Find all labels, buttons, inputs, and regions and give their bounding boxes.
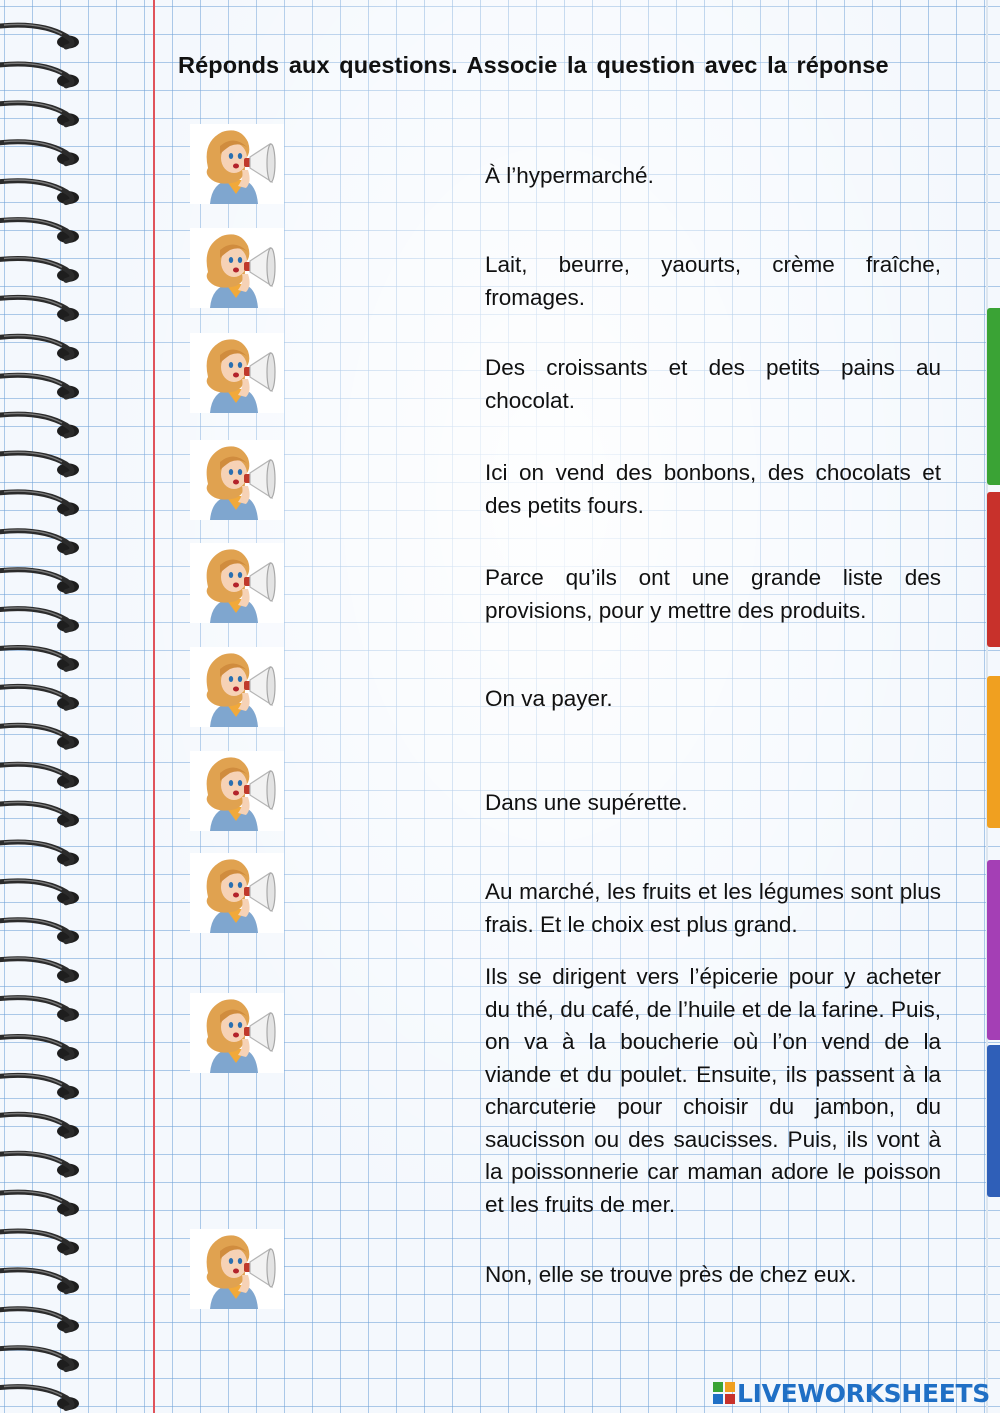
woman-megaphone-icon[interactable] [190, 1229, 284, 1309]
tab-green [987, 308, 1000, 485]
woman-megaphone-icon[interactable] [190, 751, 284, 831]
tab-blue [987, 1045, 1000, 1197]
spiral-coil [0, 102, 79, 126]
answer-text[interactable]: Des croissants et des petits pains au chocolat. [485, 355, 941, 413]
woman-megaphone-icon[interactable] [190, 993, 284, 1073]
spiral-coil [0, 725, 79, 749]
spiral-coil [0, 647, 79, 671]
woman-megaphone-icon[interactable] [190, 440, 284, 520]
tab-orange [987, 676, 1000, 828]
answer-text[interactable]: Au marché, les fruits et les légumes sont plus frais. Et le choix est plus grand. [485, 879, 941, 937]
answer-text[interactable]: Lait, beurre, yaourts, crème fraîche, fromages. [485, 252, 941, 310]
spiral-coil [0, 413, 79, 437]
spiral-coil [0, 1191, 79, 1215]
divider-tabs [986, 0, 1000, 1413]
spiral-binding [0, 0, 90, 1413]
spiral-coil [0, 686, 79, 710]
liveworksheets-logo[interactable] [713, 1377, 990, 1409]
spiral-coil [0, 452, 79, 476]
spiral-coil [0, 219, 79, 243]
spiral-coil [0, 997, 79, 1021]
woman-megaphone-icon[interactable] [190, 543, 284, 623]
spiral-coil [0, 1153, 79, 1177]
spiral-coil [0, 24, 79, 48]
woman-megaphone-icon[interactable] [190, 647, 284, 727]
answer-text[interactable]: Ils se dirigent vers l’épicerie pour y acheter du thé, du café, de l’huile et de la farine. Puis, on va à la boucherie où l’on vend de la viande et du poulet. Ensuite, ils passent à la charcuterie pour choisir du jambon, du saucisson ou des saucisses. Puis, ils vont à la poissonnerie car maman adore le poisson et les fruits de mer. [485, 964, 941, 1217]
spiral-coil [0, 1347, 79, 1371]
spiral-coil [0, 919, 79, 943]
margin-line [153, 0, 155, 1413]
spiral-coil [0, 1075, 79, 1099]
answer-text[interactable]: À l’hypermarché. [485, 163, 654, 188]
woman-megaphone-icon[interactable] [190, 124, 284, 204]
answer-text[interactable]: Non, elle se trouve près de chez eux. [485, 1262, 857, 1287]
spiral-coil [0, 1386, 79, 1410]
spiral-coil [0, 958, 79, 982]
spiral-coil [0, 802, 79, 826]
spiral-coil [0, 63, 79, 87]
liveworksheets-logo-icon [713, 1382, 735, 1404]
spiral-coil [0, 1269, 79, 1293]
spiral-coil [0, 608, 79, 632]
page-title: Réponds aux questions. Associe la question avec la réponse [178, 52, 889, 78]
spiral-coil [0, 1308, 79, 1332]
spiral-coil [0, 841, 79, 865]
spiral-coil [0, 180, 79, 204]
spiral-coil [0, 336, 79, 360]
answer-text[interactable]: Dans une supérette. [485, 790, 688, 815]
woman-megaphone-icon[interactable] [190, 228, 284, 308]
answer-text[interactable]: Parce qu’ils ont une grande liste des provisions, pour y mettre des produits. [485, 565, 941, 623]
spiral-coil [0, 880, 79, 904]
spiral-coil [0, 530, 79, 554]
woman-megaphone-icon[interactable] [190, 853, 284, 933]
logo-text: LIVEWORKSHEETS [736, 1378, 990, 1408]
spiral-coil [0, 569, 79, 593]
answer-text[interactable]: On va payer. [485, 686, 613, 711]
spiral-coil [0, 1230, 79, 1254]
tab-red [987, 492, 1000, 647]
tab-purple [987, 860, 1000, 1040]
woman-megaphone-icon[interactable] [190, 333, 284, 413]
spiral-coil [0, 764, 79, 788]
spiral-coil [0, 297, 79, 321]
spiral-coil [0, 1114, 79, 1138]
spiral-coil [0, 491, 79, 515]
answer-text[interactable]: Ici on vend des bonbons, des chocolats et des petits fours. [485, 460, 941, 518]
spiral-coil [0, 258, 79, 282]
spiral-coil [0, 375, 79, 399]
spiral-coil [0, 1036, 79, 1060]
spiral-coil [0, 141, 79, 165]
